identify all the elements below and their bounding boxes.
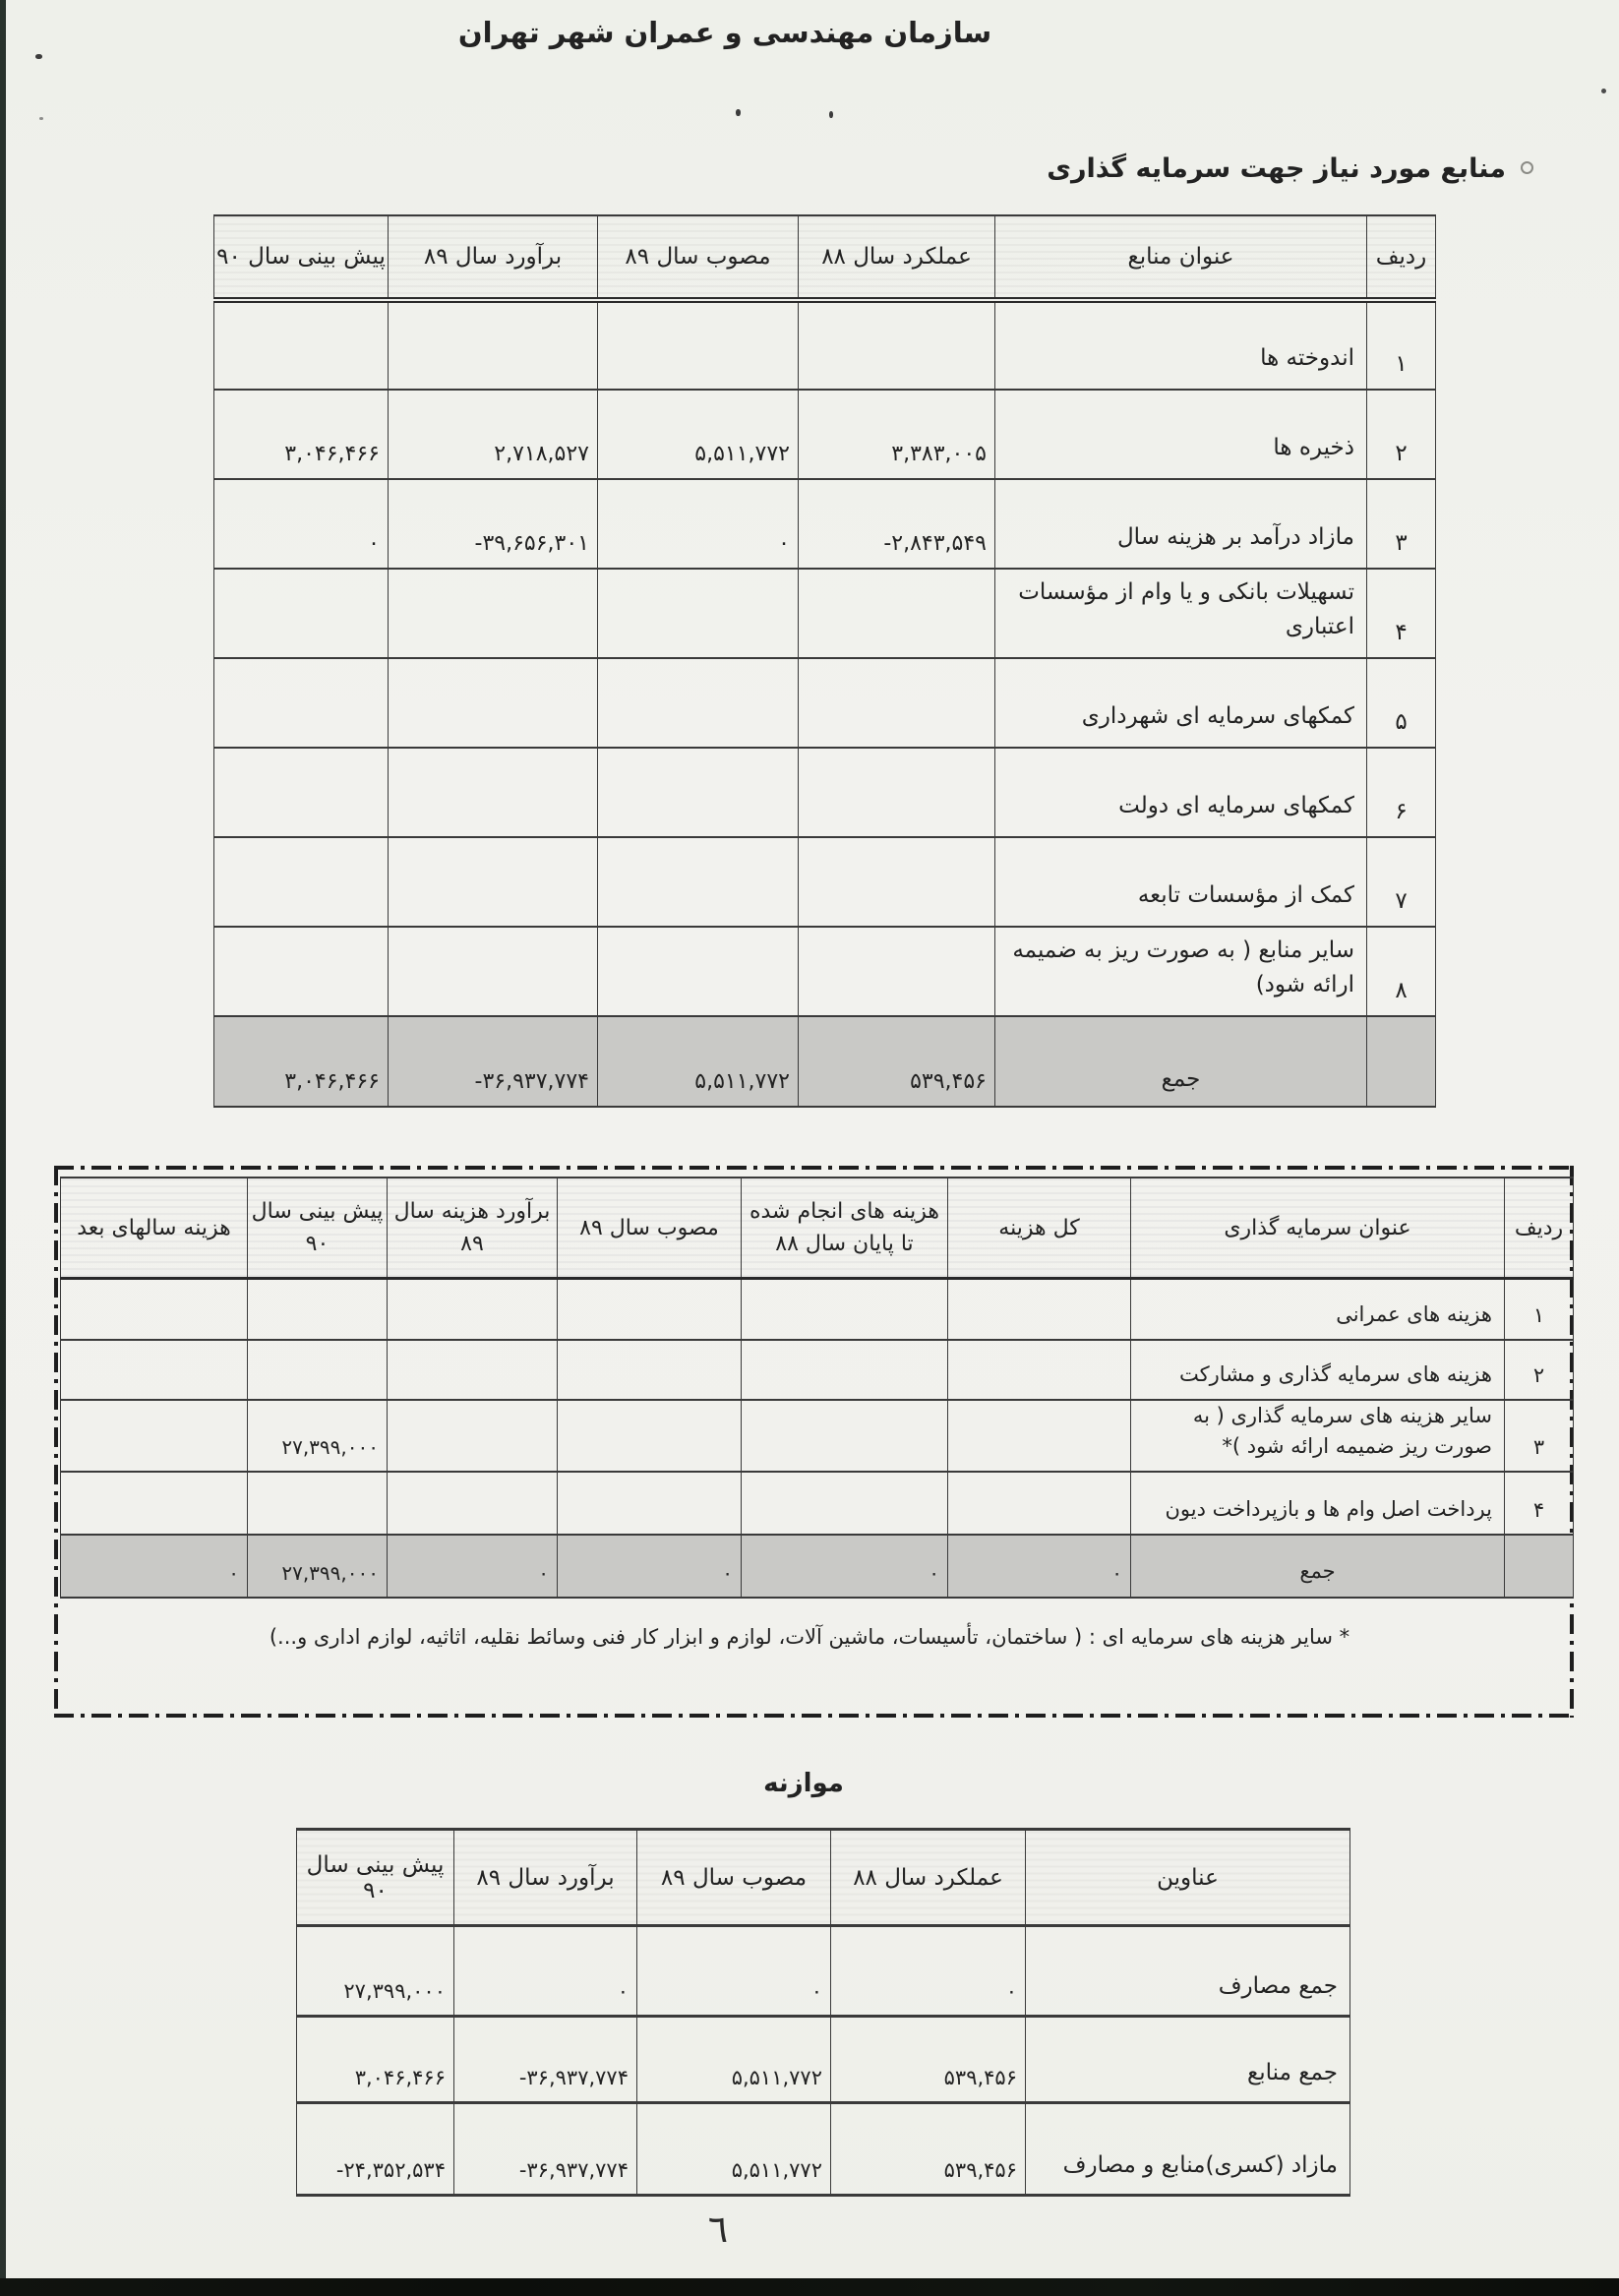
row-number: ۱ [1367,300,1436,390]
table-row [297,2017,1350,2103]
cell-value [598,300,799,390]
table-header-row [214,215,1436,300]
header-investment-title: عنوان سرمایه گذاری [1131,1178,1505,1279]
row-label: اندوخته ها [995,300,1367,390]
cell-value [61,1340,248,1400]
row-label: جمع مصارف [1026,1926,1350,2017]
row-number: ۶ [1367,748,1436,837]
row-number: ۷ [1367,837,1436,927]
cell-value [799,927,995,1016]
org-title: سازمان مهندسی و عمران شهر تهران [457,16,992,49]
cell-value [388,1279,558,1340]
total-label: جمع [995,1016,1367,1107]
total-label: جمع [1131,1535,1505,1598]
cell-value: ۰ [831,1926,1026,2017]
header-approved-89: مصوب سال ۸۹ [558,1178,742,1279]
row-number: ۲ [1367,390,1436,479]
cell-value [948,1472,1131,1535]
row-number: ۴ [1505,1472,1574,1535]
cell-value: ۲,۷۱۸,۵۲۷ [389,390,598,479]
row-label: کمک از مؤسسات تابعه [995,837,1367,927]
cell-value [598,748,799,837]
header-approved-89: مصوب سال ۸۹ [598,215,799,300]
cell-value [214,658,389,748]
cell-value: ۵,۵۱۱,۷۷۲ [598,1016,799,1107]
table3-title: موازنه [763,1769,844,1798]
scan-bottom-bar [0,2278,1619,2296]
row-label: مازاد (کسری)منابع و مصارف [1026,2103,1350,2196]
header-approved-89: مصوب سال ۸۹ [637,1830,831,1926]
cell-value [389,748,598,837]
cell-value [742,1472,948,1535]
cell-value [214,748,389,837]
row-label: هزینه های سرمایه گذاری و مشارکت [1131,1340,1505,1400]
row-number: ۲ [1505,1340,1574,1400]
cell-value: ۰ [598,479,799,569]
table-row [214,837,1436,927]
row-label: سایر منابع ( به صورت ریز به ضمیمه ارائه شود) [995,927,1367,1016]
cell-value: ۰ [61,1535,248,1598]
cell-value [598,927,799,1016]
table-row [214,748,1436,837]
row-label: کمکهای سرمایه ای دولت [995,748,1367,837]
cell-value: ۰ [558,1535,742,1598]
dashdot-frame-left [54,1166,58,1718]
cell-value [799,658,995,748]
cell-value: ۲۷,۳۹۹,۰۰۰ [297,1926,454,2017]
cell-value [61,1400,248,1472]
table-row [214,300,1436,390]
investment-expenses-table [61,1177,1574,1599]
header-estimate-89: برآورد سال ۸۹ [454,1830,637,1926]
cell-value [61,1472,248,1535]
cell-value: -۲,۸۴۳,۵۴۹ [799,479,995,569]
header-source-title: عنوان منابع [995,215,1367,300]
cell-value [248,1340,388,1400]
table2-footnote: * سایر هزینه های سرمایه ای : ( ساختمان، تأسیسات، ماشین آلات، لوازم و ابزار کار فنی وسائط نقلیه، اثاثیه، لوازم اداری و...) [269,1625,1350,1649]
cell-value [948,1279,1131,1340]
cell-value: -۲۴,۳۵۲,۵۳۴ [297,2103,454,2196]
ink-speck [736,109,741,116]
cell-value [389,569,598,658]
cell-value [948,1340,1131,1400]
header-performance-88: عملکرد سال ۸۸ [831,1830,1026,1926]
cell-value: -۳۶,۹۳۷,۷۷۴ [454,2103,637,2196]
cell-value [214,837,389,927]
cell-value [558,1340,742,1400]
cell-value: ۰ [742,1535,948,1598]
scan-left-edge [0,0,6,2296]
row-label: هزینه های عمرانی [1131,1279,1505,1340]
cell-value: ۰ [214,479,389,569]
row-number [1505,1535,1574,1598]
dashdot-frame-bottom [54,1714,1574,1718]
ink-ring-speck [1521,161,1533,174]
cell-value [388,1400,558,1472]
cell-value [799,300,995,390]
cell-value: ۳,۰۴۶,۴۶۶ [214,1016,389,1107]
cell-value: ۵,۵۱۱,۷۷۲ [637,2103,831,2196]
cell-value [799,748,995,837]
cell-value [248,1279,388,1340]
table-row [214,479,1436,569]
row-number: ۵ [1367,658,1436,748]
row-number: ۱ [1505,1279,1574,1340]
cell-value [948,1400,1131,1472]
cell-value [389,658,598,748]
table-row [297,2103,1350,2196]
cell-value [389,927,598,1016]
table-row [214,658,1436,748]
cell-value [742,1400,948,1472]
header-titles: عناوین [1026,1830,1350,1926]
ink-speck [829,111,833,118]
cell-value: ۰ [948,1535,1131,1598]
cell-value [598,837,799,927]
header-forecast-90: پیش بینی سال ۹۰ [214,215,389,300]
cell-value: -۳۶,۹۳۷,۷۷۴ [454,2017,637,2103]
row-number [1367,1016,1436,1107]
row-number: ۸ [1367,927,1436,1016]
header-later-years: هزینه سالهای بعد [61,1178,248,1279]
cell-value [799,569,995,658]
header-forecast-90: پیش بینی سال ۹۰ [248,1178,388,1279]
cell-value [214,300,389,390]
cell-value: ۲۷,۳۹۹,۰۰۰ [248,1535,388,1598]
row-number: ۳ [1367,479,1436,569]
table-row [61,1472,1574,1535]
cell-value: -۳۹,۶۵۶,۳۰۱ [389,479,598,569]
header-total-cost: کل هزینه [948,1178,1131,1279]
ink-speck [1601,89,1606,93]
table1-title: منابع مورد نیاز جهت سرمایه گذاری [1047,153,1506,184]
cell-value [388,1472,558,1535]
cell-value [799,837,995,927]
header-row-number: ردیف [1505,1178,1574,1279]
header-row-number: ردیف [1367,215,1436,300]
cell-value [742,1340,948,1400]
dashdot-frame-top [54,1166,1574,1170]
cell-value: ۰ [637,1926,831,2017]
table-header-row [61,1178,1574,1279]
total-row [61,1535,1574,1598]
cell-value: ۵۳۹,۴۵۶ [831,2017,1026,2103]
cell-value: ۳,۰۴۶,۴۶۶ [214,390,389,479]
header-cost-estimate-89: برآورد هزینه سال ۸۹ [388,1178,558,1279]
table-row [214,569,1436,658]
table-row [214,927,1436,1016]
cell-value [214,569,389,658]
table-row [214,390,1436,479]
header-estimate-89: برآورد سال ۸۹ [389,215,598,300]
ink-speck [35,54,42,59]
cell-value [214,927,389,1016]
cell-value: ۰ [454,1926,637,2017]
row-label: کمکهای سرمایه ای شهرداری [995,658,1367,748]
cell-value: ۵,۵۱۱,۷۷۲ [637,2017,831,2103]
total-row [214,1016,1436,1107]
cell-value [558,1472,742,1535]
row-label: پرداخت اصل وام ها و بازپرداخت دیون [1131,1472,1505,1535]
ink-speck [39,117,43,120]
cell-value: ۵,۵۱۱,۷۷۲ [598,390,799,479]
header-forecast-90: پیش بینی سال ۹۰ [297,1830,454,1926]
page-number: ٦ [707,2207,729,2251]
table-row [61,1279,1574,1340]
row-label: تسهیلات بانکی و یا وام از مؤسسات اعتباری [995,569,1367,658]
cell-value [388,1340,558,1400]
table-row [61,1400,1574,1472]
cell-value [389,300,598,390]
cell-value: ۰ [388,1535,558,1598]
cell-value: ۳,۰۴۶,۴۶۶ [297,2017,454,2103]
row-label: سایر هزینه های سرمایه گذاری ( به صورت ریز ضمیمه ارائه شود )* [1131,1400,1505,1472]
cell-value: ۳,۳۸۳,۰۰۵ [799,390,995,479]
cell-value: ۵۳۹,۴۵۶ [831,2103,1026,2196]
row-label: جمع منابع [1026,2017,1350,2103]
table-header-row [297,1830,1350,1926]
cell-value [558,1279,742,1340]
cell-value [558,1400,742,1472]
row-label: مازاد درآمد بر هزینه سال [995,479,1367,569]
cell-value [598,658,799,748]
funding-sources-table [214,214,1436,1108]
header-performance-88: عملکرد سال ۸۸ [799,215,995,300]
header-done-until-88: هزینه های انجام شده تا پایان سال ۸۸ [742,1178,948,1279]
cell-value: ۲۷,۳۹۹,۰۰۰ [248,1400,388,1472]
row-number: ۳ [1505,1400,1574,1472]
row-label: ذخیره ها [995,390,1367,479]
row-number: ۴ [1367,569,1436,658]
cell-value [248,1472,388,1535]
cell-value: ۵۳۹,۴۵۶ [799,1016,995,1107]
table-row [61,1340,1574,1400]
cell-value [61,1279,248,1340]
cell-value: -۳۶,۹۳۷,۷۷۴ [389,1016,598,1107]
table-row [297,1926,1350,2017]
cell-value [389,837,598,927]
cell-value [742,1279,948,1340]
balance-table [297,1828,1350,2197]
cell-value [598,569,799,658]
